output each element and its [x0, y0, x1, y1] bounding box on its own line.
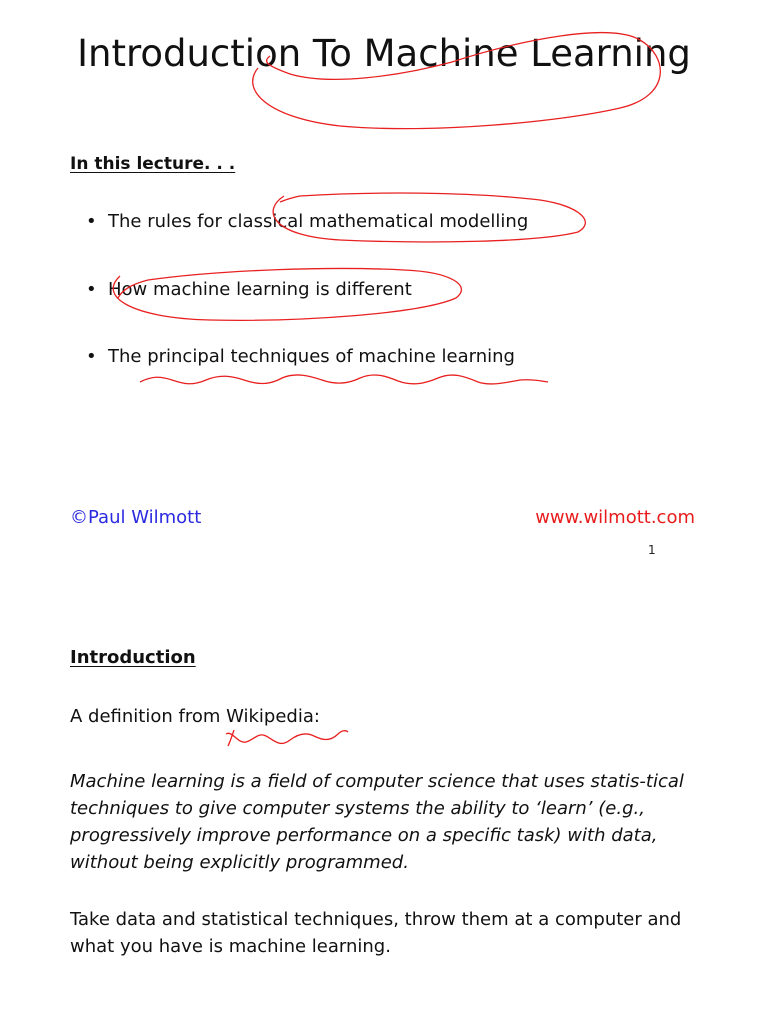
- wikipedia-squiggle-annotation: [226, 731, 348, 744]
- closing-paragraph: Take data and statistical techniques, throw them at a computer and what you have is machine learning.: [70, 909, 682, 957]
- bullet-item: [86, 211, 528, 233]
- bullet-item: [86, 279, 412, 301]
- website-link[interactable]: www.wilmott.com: [535, 507, 695, 528]
- bullet3-squiggle-annotation: [140, 375, 548, 384]
- bullet-dot-icon: •: [86, 279, 97, 300]
- definition-intro: A definition from Wikipedia:: [70, 706, 320, 727]
- definition-tick-annotation: [228, 730, 234, 746]
- bullet-text: How machine learning is different: [108, 279, 412, 300]
- bullet-dot-icon: •: [86, 211, 97, 232]
- introduction-heading: Introduction: [70, 647, 196, 668]
- page-number: 1: [648, 543, 656, 557]
- bullet-text: The rules for classical mathematical modelling: [108, 211, 529, 232]
- slide-title: Introduction To Machine Learning: [77, 32, 691, 75]
- bullet-text: The principal techniques of machine learning: [108, 346, 515, 367]
- bullet-item: [86, 346, 515, 368]
- copyright-author: ©Paul Wilmott: [70, 507, 202, 528]
- wikipedia-quote: Machine learning is a field of computer science that uses statis-tical techniques to give computer systems the ability to ‘learn’ (e.g., progressively improve performance on a specific task) with data, without being explicitly programmed.: [70, 771, 684, 873]
- lecture-heading: In this lecture. . .: [70, 154, 236, 174]
- bullet-dot-icon: •: [86, 346, 97, 367]
